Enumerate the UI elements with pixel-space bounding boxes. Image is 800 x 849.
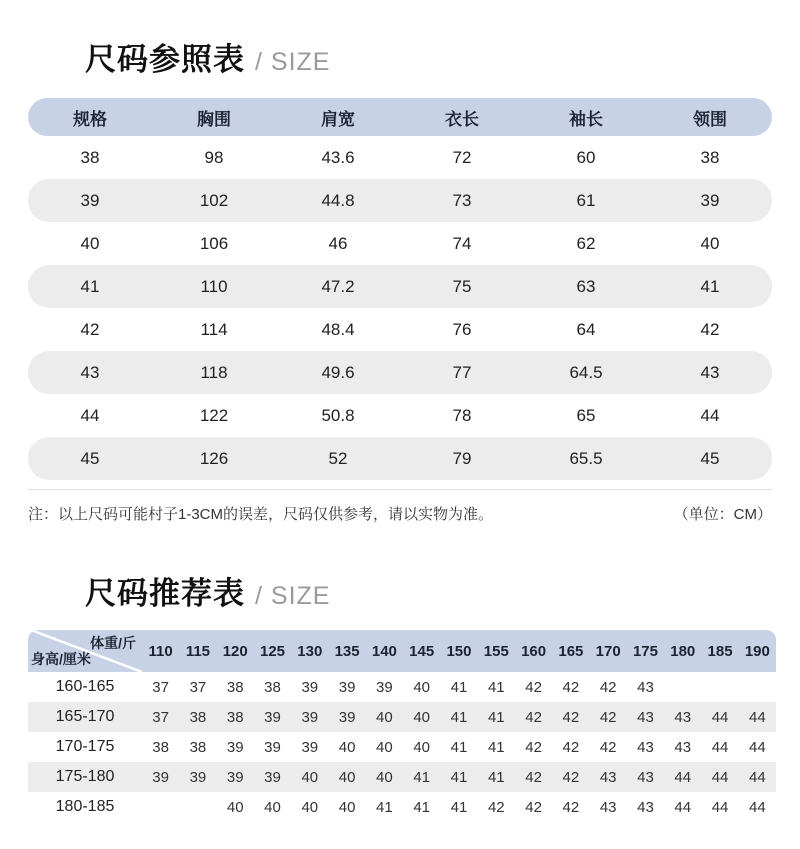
- table-cell: 63: [576, 276, 596, 296]
- table-cell: 61: [576, 190, 596, 210]
- table-cell: 65.5: [569, 448, 603, 468]
- table-cell: 38: [700, 147, 720, 167]
- table-cell: 77: [452, 362, 472, 382]
- table-cell: 42: [525, 678, 542, 696]
- table-row: [28, 308, 772, 351]
- size-reference-title-zh: 尺码参照表: [85, 42, 245, 77]
- table-cell: 43: [700, 362, 720, 382]
- table-cell: 39: [264, 768, 281, 786]
- table-cell: 42: [599, 708, 617, 726]
- table-cell: 46: [328, 233, 348, 253]
- table-cell: 40: [700, 233, 720, 253]
- table-row: [28, 437, 772, 480]
- table-cell: 41: [450, 678, 468, 696]
- weight-column-header: 180: [670, 642, 696, 660]
- table-cell: 39: [226, 768, 244, 786]
- table-cell: 38: [152, 738, 169, 756]
- table-cell: 40: [413, 678, 431, 696]
- table-cell: 122: [199, 405, 229, 425]
- table-cell: 39: [301, 708, 319, 726]
- table-cell: 38: [80, 147, 100, 167]
- height-row-label: 165-170: [55, 708, 115, 725]
- table-row: [28, 732, 776, 762]
- size-recommend-title-zh: 尺码推荐表: [85, 576, 245, 611]
- table-cell: 62: [576, 233, 596, 253]
- weight-column-header: 190: [744, 642, 770, 660]
- table-cell: 41: [450, 768, 468, 786]
- weight-column-header: 145: [409, 642, 435, 660]
- table-cell: 44: [700, 405, 720, 425]
- table-cell: 126: [199, 448, 229, 468]
- table-cell: 42: [700, 319, 720, 339]
- note-bar: [28, 489, 772, 524]
- table-cell: 38: [264, 678, 281, 696]
- size-reference-title: [85, 34, 330, 79]
- table-cell: 41: [80, 276, 100, 296]
- table-cell: 42: [80, 319, 100, 339]
- size-reference-header-row: [28, 98, 772, 136]
- height-row-label: 160-165: [55, 678, 115, 695]
- table-cell: 44: [711, 708, 729, 726]
- table-cell: 41: [487, 678, 505, 696]
- table-cell: 45: [700, 448, 720, 468]
- table-cell: 43: [80, 362, 100, 382]
- table-cell: 42: [525, 738, 542, 756]
- table-cell: 44: [749, 768, 766, 786]
- size-recommend-title-en: / SIZE: [255, 582, 331, 610]
- table-cell: 76: [452, 319, 472, 339]
- table-cell: 64.5: [569, 362, 603, 382]
- weight-column-header: 165: [558, 642, 584, 660]
- corner-weight-label: 体重/斤: [90, 635, 136, 651]
- table-cell: 75: [452, 276, 472, 296]
- weight-column-header: 120: [222, 642, 248, 660]
- table-cell: 52: [328, 448, 348, 468]
- table-cell: 37: [189, 678, 207, 696]
- height-row-label: 170-175: [55, 738, 115, 755]
- table-cell: 39: [152, 768, 169, 786]
- weight-column-header: 125: [260, 642, 286, 660]
- table-cell: 39: [338, 708, 356, 726]
- table-cell: 64: [576, 319, 596, 339]
- table-cell: 40: [338, 798, 356, 816]
- table-cell: 40: [264, 798, 281, 816]
- table-cell: 42: [562, 738, 580, 756]
- table-cell: 79: [452, 448, 472, 468]
- table-cell: 39: [264, 738, 281, 756]
- table-cell: 39: [80, 190, 100, 210]
- table-cell: 106: [199, 233, 229, 253]
- column-header: 袖长: [569, 109, 603, 129]
- table-cell: 44: [674, 768, 692, 786]
- table-cell: 41: [700, 276, 720, 296]
- table-cell: 45: [80, 448, 100, 468]
- column-header: 衣长: [445, 109, 479, 129]
- corner-height-label: 身高/厘米: [31, 651, 91, 667]
- size-recommend-header-row: [28, 630, 776, 672]
- weight-column-header: 170: [595, 642, 621, 660]
- table-cell: 43: [637, 798, 654, 816]
- weight-column-header: 185: [707, 642, 733, 660]
- table-cell: 118: [200, 362, 228, 382]
- size-reference-body: [28, 136, 772, 480]
- size-reference-table: [28, 98, 772, 480]
- table-row: [28, 394, 772, 437]
- table-cell: 40: [301, 768, 319, 786]
- table-cell: 49.6: [321, 362, 355, 382]
- table-cell: 41: [487, 738, 505, 756]
- weight-column-header: 150: [446, 642, 472, 660]
- table-cell: 44.8: [321, 190, 355, 210]
- table-cell: 39: [301, 678, 319, 696]
- table-cell: 114: [200, 319, 228, 339]
- table-cell: 42: [562, 708, 580, 726]
- table-cell: 43.6: [321, 147, 355, 167]
- table-cell: 37: [152, 708, 169, 726]
- table-cell: 43: [637, 768, 654, 786]
- height-row-label: 175-180: [55, 768, 115, 785]
- table-cell: 102: [199, 190, 229, 210]
- table-cell: 44: [80, 405, 100, 425]
- matrix-corner-cell: [28, 630, 142, 672]
- table-cell: 41: [487, 768, 505, 786]
- table-cell: 39: [700, 190, 720, 210]
- weight-column-header: 175: [632, 642, 658, 660]
- table-cell: 72: [452, 147, 472, 167]
- weight-column-header: 110: [148, 642, 173, 660]
- table-cell: 39: [264, 708, 281, 726]
- table-row: [28, 672, 776, 702]
- table-cell: 39: [301, 738, 319, 756]
- table-cell: 40: [226, 798, 244, 816]
- table-cell: 38: [226, 708, 244, 726]
- table-cell: 40: [338, 768, 356, 786]
- table-cell: 74: [452, 233, 472, 253]
- table-row: [28, 702, 776, 732]
- table-cell: 40: [80, 233, 100, 253]
- table-cell: 73: [452, 190, 472, 210]
- table-cell: 44: [711, 738, 729, 756]
- table-row: [28, 136, 772, 179]
- table-cell: 78: [452, 405, 472, 425]
- table-cell: 50.8: [321, 405, 355, 425]
- table-row: [28, 351, 772, 394]
- table-cell: 38: [226, 678, 244, 696]
- table-row: [28, 265, 772, 308]
- unit-text: （单位：CM）: [673, 506, 772, 523]
- size-reference-title-en: / SIZE: [255, 48, 331, 76]
- table-cell: 48.4: [321, 319, 355, 339]
- table-row: [28, 792, 776, 822]
- table-cell: 40: [376, 768, 393, 786]
- table-cell: 42: [599, 678, 617, 696]
- table-cell: 39: [338, 678, 356, 696]
- table-cell: 40: [413, 708, 431, 726]
- column-header: 胸围: [197, 109, 231, 129]
- weight-column-header: 130: [297, 642, 323, 660]
- table-cell: 43: [674, 708, 692, 726]
- weight-column-header: 155: [483, 642, 509, 660]
- size-recommend-body: [28, 672, 776, 822]
- table-cell: 38: [189, 738, 207, 756]
- table-cell: 40: [376, 738, 393, 756]
- table-cell: 43: [599, 798, 617, 816]
- table-cell: 42: [525, 708, 542, 726]
- height-row-label: 180-185: [55, 798, 115, 815]
- table-cell: 41: [450, 738, 468, 756]
- table-row: [28, 762, 776, 792]
- table-cell: 42: [525, 798, 542, 816]
- table-cell: 44: [711, 768, 729, 786]
- table-cell: 42: [562, 798, 580, 816]
- table-cell: 41: [413, 768, 431, 786]
- weight-column-header: 140: [371, 642, 397, 660]
- table-cell: 44: [674, 798, 692, 816]
- table-cell: 98: [204, 147, 224, 167]
- table-cell: 42: [487, 798, 505, 816]
- table-cell: 41: [376, 798, 393, 816]
- table-cell: 37: [152, 678, 169, 696]
- weight-column-header: 115: [185, 642, 211, 660]
- table-cell: 39: [226, 738, 244, 756]
- column-header: 规格: [73, 109, 107, 129]
- table-cell: 40: [413, 738, 431, 756]
- table-cell: 40: [338, 738, 356, 756]
- table-cell: 42: [599, 738, 617, 756]
- table-row: [28, 179, 772, 222]
- column-header: 领围: [693, 109, 727, 129]
- table-cell: 38: [189, 708, 207, 726]
- table-cell: 41: [450, 708, 468, 726]
- table-cell: 44: [711, 798, 729, 816]
- table-cell: 40: [376, 708, 393, 726]
- size-recommend-table: [28, 630, 776, 822]
- table-row: [28, 222, 772, 265]
- table-cell: 42: [562, 678, 580, 696]
- table-cell: 41: [450, 798, 468, 816]
- table-cell: 41: [487, 708, 505, 726]
- table-cell: 43: [637, 708, 654, 726]
- weight-column-header: 135: [334, 642, 360, 660]
- table-cell: 65: [576, 405, 596, 425]
- table-cell: 41: [413, 798, 431, 816]
- table-cell: 40: [301, 798, 319, 816]
- table-cell: 60: [576, 147, 596, 167]
- table-cell: 110: [200, 276, 228, 296]
- table-cell: 43: [637, 738, 654, 756]
- column-header: 肩宽: [321, 109, 355, 129]
- table-cell: 44: [749, 798, 766, 816]
- weight-column-header: 160: [521, 642, 547, 660]
- table-cell: 44: [749, 708, 766, 726]
- table-cell: 47.2: [321, 276, 355, 296]
- table-cell: 42: [562, 768, 580, 786]
- table-cell: 39: [376, 678, 393, 696]
- size-recommend-title: [85, 568, 330, 613]
- table-cell: 39: [189, 768, 207, 786]
- table-cell: 43: [674, 738, 692, 756]
- table-cell: 43: [637, 678, 654, 696]
- table-cell: 43: [599, 768, 617, 786]
- table-cell: 42: [525, 768, 542, 786]
- table-cell: 44: [749, 738, 766, 756]
- note-text: 注：以上尺码可能村子1-3CM的误差，尺码仅供参考，请以实物为准。: [28, 506, 494, 523]
